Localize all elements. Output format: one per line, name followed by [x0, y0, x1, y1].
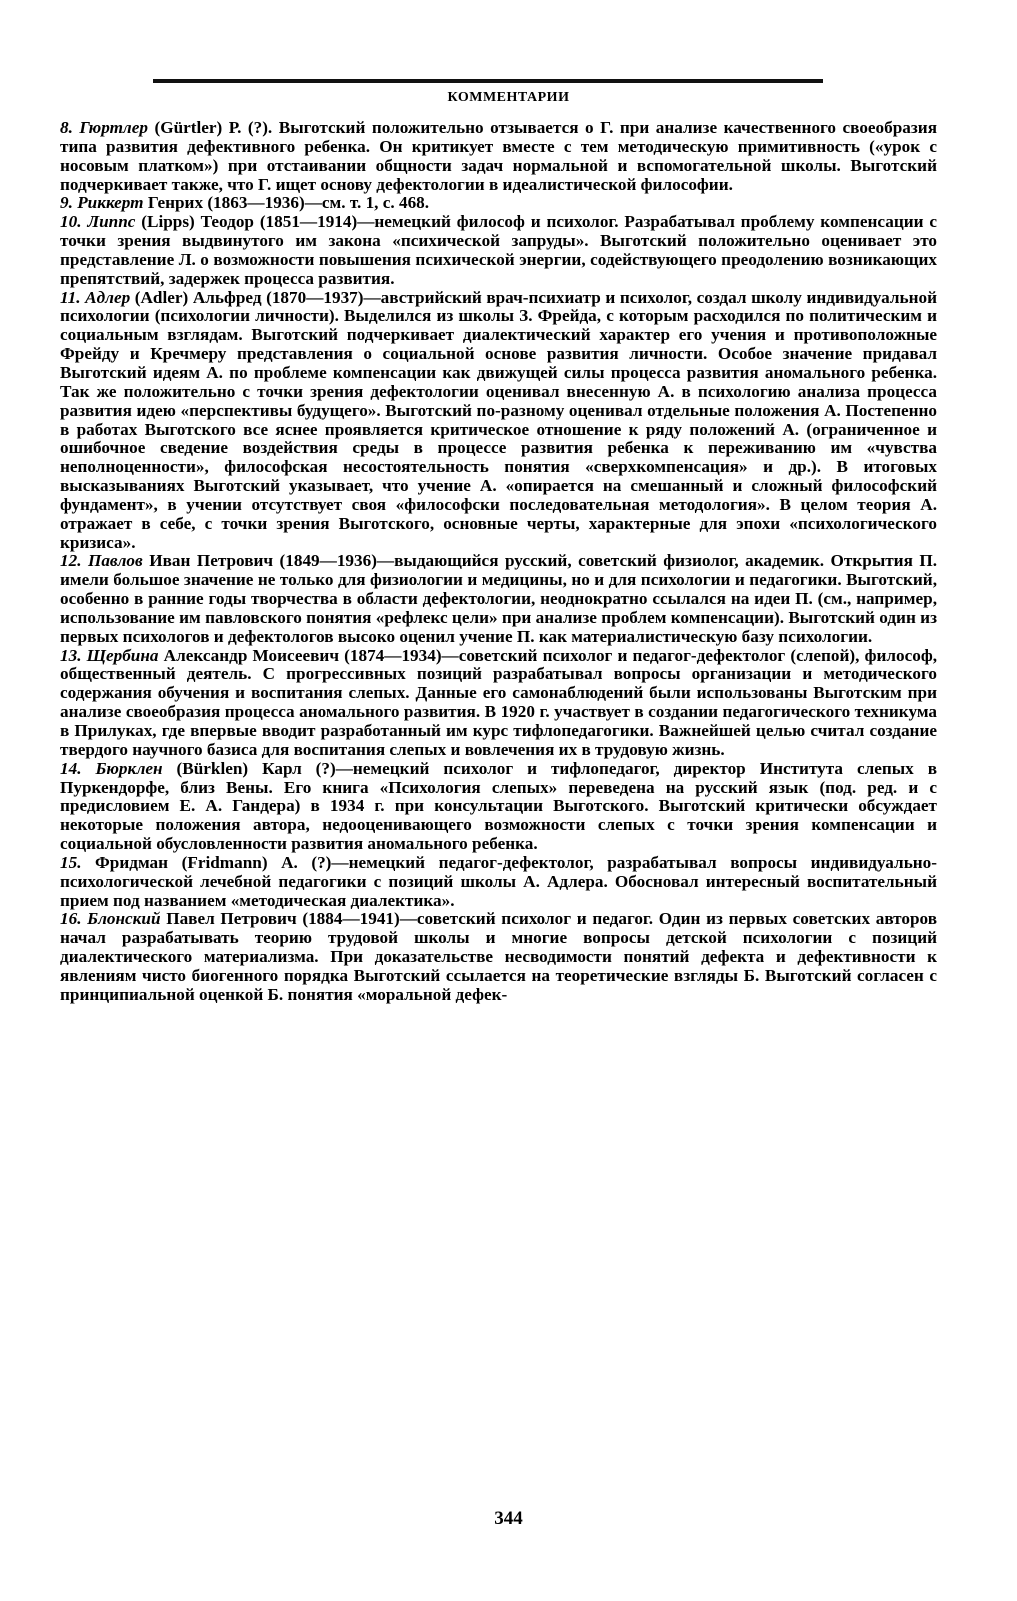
entry-name: Щербина	[86, 645, 159, 665]
entry-text: (Adler) Альфред (1870—1937)—австрийский врач-психиатр и психолог, создал школу индивидуальной психологии (психологии личности). Выделился из школы З. Фрейда, с которым расходился по политическим и социальным взглядам. Выготский подчеркивает диалектический характер его учения и противоположные Фрейду и Кречмеру представления о социальной основе развития личности. Особое значение придавал Выготский идеям А. по проблеме компенсации как движущей силы процесса развития аномального ребенка. Так же положительно с точки зрения дефектологии оценивал внесенную А. в психологию анализа процесса развития идею «перспективы будущего». Выготский по-разному оценивал отдельные положения А. Постепенно в работах Выготского все яснее проявляется критическое отношение к ряду положений А. (ограниченное и ошибочное сведение воздействия среды в процессе развития ребенка к переживанию им «чувства неполноценности», философская несостоятельность понятия «сверхкомпенсация» и др.). В итоговых высказываниях Выготский указывает, что учение А. «опирается на смешанный и сложный философский фундамент», в учении отсутствует своя «философски последовательная методология». В целом теория А. отражает в себе, с точки зрения Выготского, основные черты, характерные для эпохи «психологического кризиса».	[60, 287, 938, 552]
commentary-entry-11	[60, 289, 937, 553]
entry-number: 9.	[60, 193, 73, 213]
entry-name: Павлов	[87, 551, 143, 571]
entry-text: Фридман (Fridmann) А. (?)—немецкий педагог-дефектолог, разрабатывал вопросы индивидуально-психологической лечебной педагогики с позиций школы А. Адлера. Обосновал интересный воспитательный прием под названием «методическая диалектика».	[60, 852, 937, 910]
commentary-list	[60, 119, 937, 1005]
entry-number: 16.	[60, 909, 82, 929]
entry-text: Генрих (1863—1936)—см. т. 1, с. 468.	[147, 193, 430, 213]
commentary-entry-8	[60, 119, 937, 194]
commentary-entry-13	[60, 647, 937, 760]
header-rule	[153, 79, 823, 83]
entry-text: Александр Моисеевич (1874—1934)—советский психолог и педагог-дефектолог (слепой), философ, общественный деятель. С прогрессивных позиций разрабатывал вопросы организации и методического содержания обучения и воспитания слепых. Данные его самонаблюдений были использованы Выготским при анализе своеобразия процесса аномального развития. В 1920 г. участвует в создании педагогического техникума в Прилуках, где впервые вводит разработанный им курс тифлопедагогики. Важнейшей целью считал создание твердого научного базиса для воспитания слепых и вовлечения их в трудовую жизнь.	[60, 645, 938, 759]
entry-name: Бюрклен	[95, 758, 163, 778]
entry-number: 14.	[60, 758, 82, 778]
entry-text: (Lipps) Теодор (1851—1914)—немецкий философ и психолог. Разрабатывал проблему компенсации с точки зрения выдвинутого им закона «психической запруды». Выготский положительно оценивает это представление Л. о возможности повышения психической энергии, содействующего преодолению возникающих препятствий, задержек процесса развития.	[60, 212, 937, 288]
running-head: КОММЕНТАРИИ	[447, 90, 570, 105]
entry-text: Иван Петрович (1849—1936)—выдающийся русский, советский физиолог, академик. Открытия П. имели большое значение не только для физиологии и медицины, но и для психологии и педагогики. Выготский, особенно в ранние годы творчества в области дефектологии, неоднократно ссылался на идеи П. (см., например, использование им павловского понятия «рефлекс цели» при анализе проблем компенсации). Выготский один из первых психологов и дефектологов высоко оценил учение П. как материалистическую базу психологии.	[60, 551, 938, 646]
page-number: 344	[494, 1508, 523, 1529]
entry-number: 10.	[60, 212, 82, 232]
commentary-entry-10	[60, 213, 937, 288]
entry-name: Гюртлер	[79, 118, 148, 137]
entry-text: Павел Петрович (1884—1941)—советский психолог и педагог. Один из первых советских авторов начал разрабатывать теорию трудовой школы и многие вопросы детской психологии с позиций диалектического материализма. При доказательстве несводимости понятий дефекта и дефективности к явлениям чисто биогенного порядка Выготский ссылается на теоретические взгляды Б. Выготский согласен с принципиальной оценкой Б. понятия «моральной дефек-	[60, 909, 937, 1004]
entry-number: 15.	[60, 852, 82, 872]
entry-number: 11.	[60, 287, 81, 307]
entry-name: Адлер	[85, 287, 131, 307]
commentary-entry-12	[60, 552, 937, 646]
entry-name: Липпс	[87, 212, 136, 232]
commentary-entry-9	[60, 194, 937, 213]
commentary-entry-16	[60, 910, 937, 1004]
entry-text: (Gürtler) Р. (?). Выготский положительно отзывается о Г. при анализе качественного своеобразия типа развития дефективного ребенка. Он критикует вместе с тем методическую примитивность («урок с носовым платком») при отстаивании общности задач нормальной и вспомогательной школы. Выготский подчеркивает также, что Г. ищет основу дефектологии в идеалистической философии.	[60, 118, 937, 194]
entry-number: 12.	[60, 551, 82, 571]
entry-text: (Bürklen) Карл (?)—немецкий психолог и тифлопедагог, директор Института слепых в Пуркендорфе, близ Вены. Его книга «Психология слепых» переведена на русский язык (под. ред. и с предисловием Е. А. Гандера) в 1934 г. при консультации Выготского. Выготский критически обсуждает некоторые положения автора, недооценивающего возможности слепых с точки зрения компенсации и социальной обусловленности развития аномального ребенка.	[60, 758, 938, 854]
entry-name: Риккерт	[77, 193, 144, 213]
entry-number: 8.	[60, 118, 73, 137]
commentary-entry-15	[60, 854, 937, 911]
entry-number: 13.	[60, 645, 82, 665]
entry-name: Блонский	[87, 909, 161, 929]
commentary-entry-14	[60, 760, 937, 854]
